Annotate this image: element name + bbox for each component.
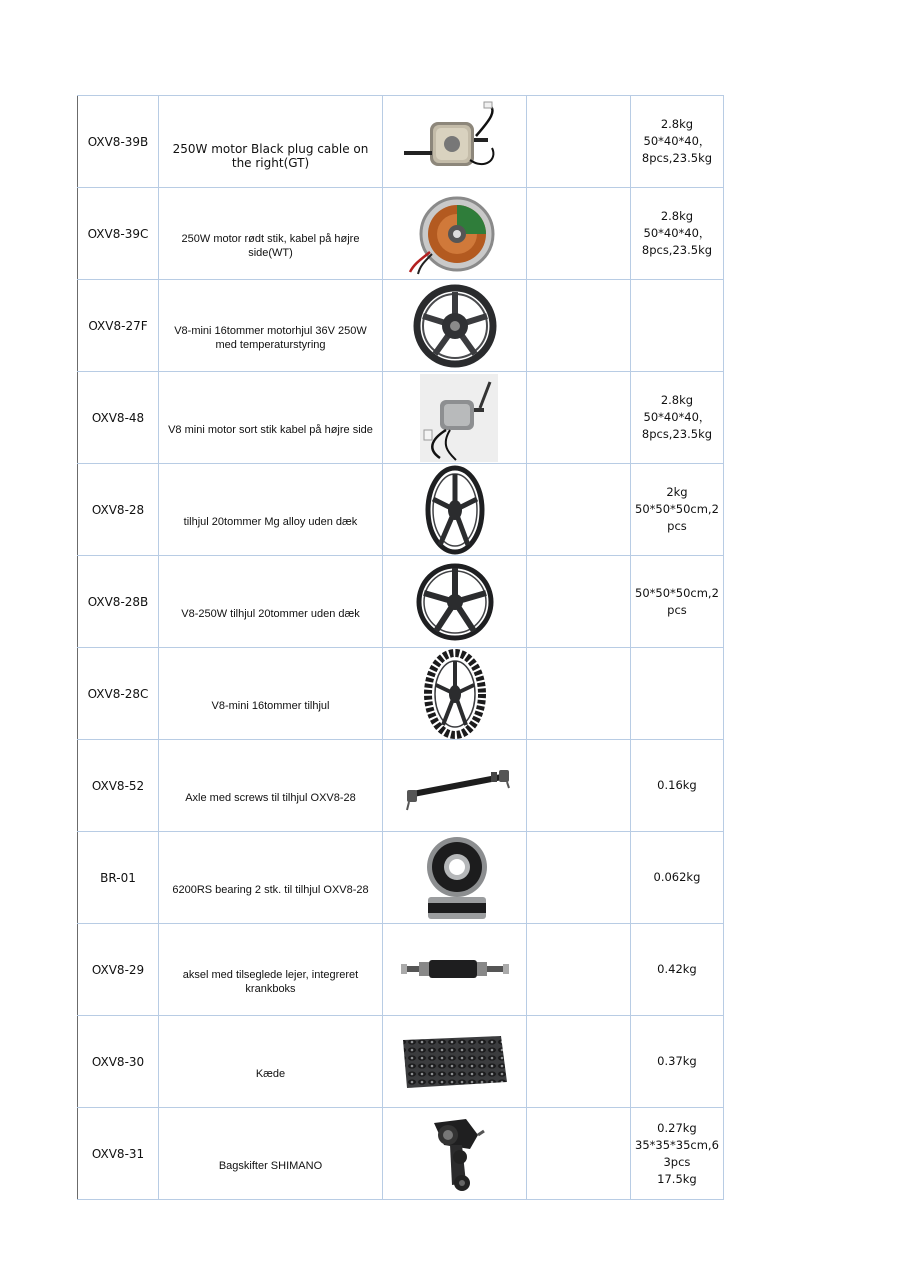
- bottom-bracket-icon: [395, 950, 515, 990]
- part-image: [383, 740, 527, 832]
- hub-motor-icon: [400, 100, 510, 184]
- table-row: [78, 464, 724, 556]
- part-image: [383, 464, 527, 556]
- part-image: [383, 1016, 527, 1108]
- part-description: V8 mini motor sort stik kabel på højre side: [159, 372, 383, 464]
- part-code: OXV8-52: [78, 740, 159, 832]
- part-image: [383, 648, 527, 740]
- weight-info: 0.062kg: [631, 832, 724, 924]
- weight-info: 50*50*50cm,2 pcs: [631, 556, 724, 648]
- part-description: Axle med screws til tilhjul OXV8-28: [159, 740, 383, 832]
- table-row: [78, 556, 724, 648]
- weight-info: 0.16kg: [631, 740, 724, 832]
- part-description: 6200RS bearing 2 stk. til tilhjul OXV8-28: [159, 832, 383, 924]
- weight-info: 0.42kg: [631, 924, 724, 1016]
- part-description: 250W motor Black plug cable on the right(GT): [159, 96, 383, 188]
- weight-info: 0.27kg 35*35*35cm,6 3pcs 17.5kg: [631, 1108, 724, 1200]
- table-row: [78, 1016, 724, 1108]
- parts-table: [77, 95, 724, 1200]
- table-row: [78, 740, 724, 832]
- motor-stator-icon: [400, 192, 510, 276]
- table-row: [78, 832, 724, 924]
- part-description: 250W motor rødt stik, kabel på højre side(WT): [159, 188, 383, 280]
- part-description: aksel med tilseglede lejer, integreret krankboks: [159, 924, 383, 1016]
- alloy-wheel-icon: [400, 465, 510, 555]
- part-code: OXV8-30: [78, 1016, 159, 1108]
- weight-info: [631, 280, 724, 372]
- part-code: OXV8-39B: [78, 96, 159, 188]
- part-image: [383, 96, 527, 188]
- chain-icon: [397, 1030, 513, 1094]
- part-image: [383, 832, 527, 924]
- table-row: [78, 372, 724, 464]
- weight-info: 2.8kg 50*40*40， 8pcs,23.5kg: [631, 188, 724, 280]
- part-image: [383, 924, 527, 1016]
- part-image: [383, 556, 527, 648]
- part-description: V8-250W tilhjul 20tommer uden dæk: [159, 556, 383, 648]
- part-description: V8-mini 16tommer motorhjul 36V 250W med temperaturstyring: [159, 280, 383, 372]
- tyre-wheel-icon: [400, 649, 510, 739]
- part-code: OXV8-28C: [78, 648, 159, 740]
- part-image: [383, 372, 527, 464]
- part-code: OXV8-28B: [78, 556, 159, 648]
- weight-info: 2.8kg 50*40*40， 8pcs,23.5kg: [631, 372, 724, 464]
- weight-info: [631, 648, 724, 740]
- part-description: Kæde: [159, 1016, 383, 1108]
- part-image: [383, 1108, 527, 1200]
- bearing-icon: [400, 833, 510, 923]
- part-image: [383, 280, 527, 372]
- table-row: [78, 96, 724, 188]
- part-description: Bagskifter SHIMANO: [159, 1108, 383, 1200]
- mini-motor-icon: [400, 374, 510, 462]
- motor-wheel-icon: [400, 282, 510, 370]
- derailleur-icon: [400, 1109, 510, 1199]
- table-row: [78, 188, 724, 280]
- part-code: OXV8-48: [78, 372, 159, 464]
- part-code: OXV8-28: [78, 464, 159, 556]
- alloy-wheel-icon: [400, 557, 510, 647]
- part-code: OXV8-39C: [78, 188, 159, 280]
- part-description: V8-mini 16tommer tilhjul: [159, 648, 383, 740]
- part-description: tilhjul 20tommer Mg alloy uden dæk: [159, 464, 383, 556]
- part-code: OXV8-29: [78, 924, 159, 1016]
- part-code: OXV8-31: [78, 1108, 159, 1200]
- table-row: [78, 648, 724, 740]
- weight-info: 2kg 50*50*50cm,2 pcs: [631, 464, 724, 556]
- part-code: BR-01: [78, 832, 159, 924]
- axle-icon: [395, 756, 515, 816]
- table-row: [78, 924, 724, 1016]
- table-row: [78, 1108, 724, 1200]
- part-image: [383, 188, 527, 280]
- part-code: OXV8-27F: [78, 280, 159, 372]
- weight-info: 2.8kg 50*40*40， 8pcs,23.5kg: [631, 96, 724, 188]
- table-row: [78, 280, 724, 372]
- weight-info: 0.37kg: [631, 1016, 724, 1108]
